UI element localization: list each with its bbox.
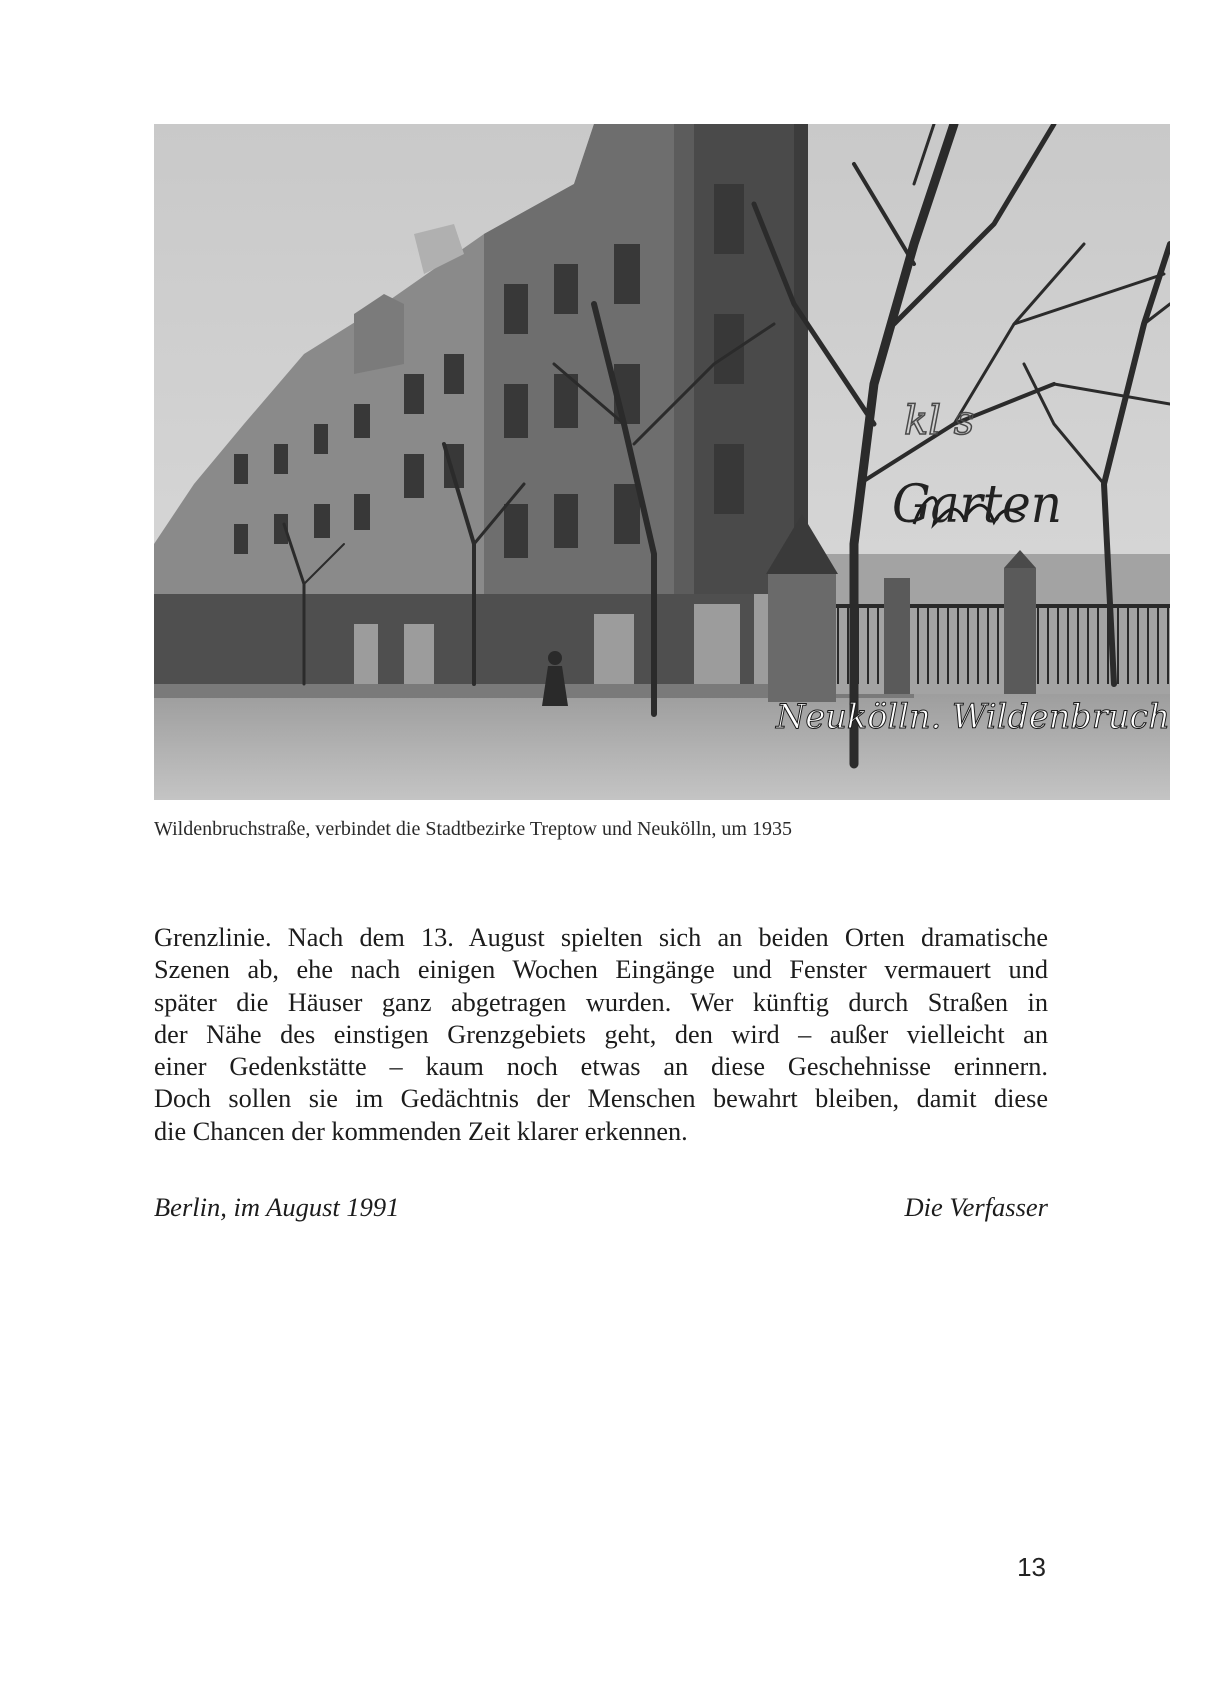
body-line: Grenzlinie. Nach dem 13. August spielten sich an beiden Orten dramatische	[154, 923, 1048, 952]
body-line: später die Häuser ganz abgetragen wurden. Wer künftig durch Straßen in	[154, 987, 1048, 1017]
svg-text:Garten: Garten	[892, 475, 1062, 535]
author-signature: Die Verfasser	[904, 1192, 1048, 1222]
body-line: der Nähe des einstigen Grenzgebiets geht, den wird – außer vielleicht an	[154, 1019, 1048, 1049]
svg-text:kl s: kl s	[904, 398, 975, 444]
svg-text:Neukölln. Wildenbruch: Neukölln. Wildenbruch	[775, 697, 1170, 737]
photo-caption: Wildenbruchstraße, verbindet die Stadtbezirke Treptow und Neukölln, um 1935	[154, 818, 792, 840]
body-paragraph	[154, 922, 1048, 1148]
place-date: Berlin, im August 1991	[154, 1192, 400, 1222]
body-line: Szenen ab, ehe nach einigen Wochen Eingänge und Fenster vermauert und	[154, 955, 1048, 985]
body-line: die Chancen der kommenden Zeit klarer erkennen.	[154, 1116, 688, 1146]
page-number: 13	[1017, 1552, 1046, 1582]
street-photo	[154, 124, 1170, 800]
body-line: einer Gedenkstätte – kaum noch etwas an diese Geschehnisse erinnern.	[154, 1052, 1048, 1082]
body-line: Doch sollen sie im Gedächtnis der Menschen bewahrt bleiben, damit diese	[154, 1084, 1048, 1114]
